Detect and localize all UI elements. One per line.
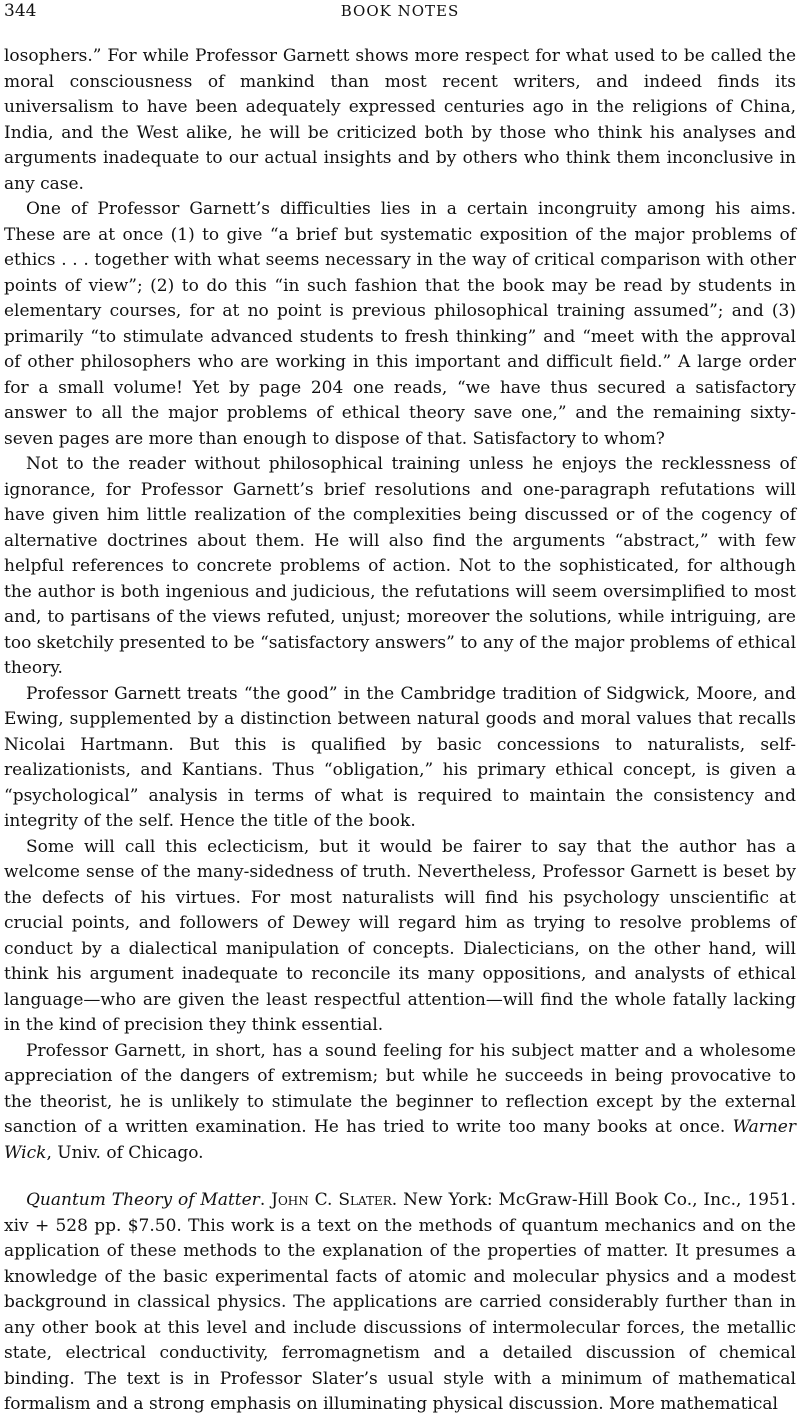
review-paragraph-text: Professor Garnett, in short, has a sound feeling for his subject matter and a wholesome appreciation of the dangers of extremism; but while he succeeds in being provocative to the theorist, he is unlikely to stimulate the beginner to reflection except by the external sanction of a written examination. He has tried to write too many books at once. [4,1040,796,1137]
book-title: Quantum Theory of Matter [26,1190,260,1210]
reviewer-affiliation: , Univ. of Chicago. [46,1142,204,1163]
review-paragraph: Some will call this eclecticism, but it would be fairer to say that the author has a welcome sense of the many-sidedness of truth. Nevertheless, Professor Garnett is beset by the defects of his virtues. For most naturalists will find his psychology unscientific at crucial points, and followers of Dewey will regard him as trying to resolve problems of conduct by a dialectical manipulation of concepts. Dialecticians, on the other hand, will think his argument inadequate to reconcile its many oppositions, and analysts of ethical language—who are given the least respectful attention—will find the whole fatally lacking in the kind of precision they think essential. [4,836,796,1035]
section-gap [4,1166,796,1188]
book-note-entry [4,1188,796,1418]
page-header [4,0,796,22]
book-note-body: . New York: McGraw-Hill Book Co., Inc., 1951. xiv + 528 pp. $7.50. This work is a text on the methods of quantum mechanics and on the application of these methods to the explanation of the properties of matter. It presumes a knowledge of the basic experimental facts of atomic and molecular physics and a modest background in classical physics. The applications are carried considerably further than in any other book at this level and include discussions of intermolecular forces, the metallic state, electrical conductivity, ferromagnetism and a detailed discussion of chemical binding. The text is in Professor Slater’s usual style with a minimum of mathematical formalism and a strong emphasis on illuminating physical discussion. More mathematical [4,1190,796,1414]
review-paragraph: One of Professor Garnett’s difficulties lies in a certain incongruity among his aims. These are at once (1) to give “a brief but systematic exposition of the major problems of ethics . . . together with what seems necessary in the way of critical comparison with other points of view”; (2) to do this “in such fashion that the book may be read by students in elementary courses, for at no point is previous philosophical training assumed”; and (3) primarily “to stimulate advanced students to fresh thinking” and “meet with the approval of other philosophers who are working in this important and difficult field.” A large order for a small volume! Yet by page 204 one reads, “we have thus secured a satisfactory answer to all the major problems of ethical theory save one,” and the remaining sixty-seven pages are more than enough to dispose of that. Satisfactory to whom? [4,199,796,449]
page-body [4,44,796,1418]
review-paragraph: Not to the reader without philosophical training unless he enjoys the recklessness of ignorance, for Professor Garnett’s brief resolutions and one-paragraph refutations will have given him little realization of the complexities being discussed or of the cogency of alternative doctrines about them. He will also find the arguments “abstract,” with few helpful references to concrete problems of action. Not to the sophisticated, for although the author is both ingenious and judicious, the refutations will seem oversimplified to most and, to partisans of the views refuted, unjust; moreover the solutions, while intriguing, are too sketchily presented to be “satisfactory answers” to any of the major problems of ethical theory. [4,454,796,678]
reviewer-name: Warner Wick [4,1117,796,1163]
review-paragraph-last [4,1039,796,1167]
review-paragraph: losophers.” For while Professor Garnett shows more respect for what used to be called the moral consciousness of mankind than most recent writers, and indeed finds its universalism to have been adequately expressed centuries ago in the religions of China, India, and the West alike, he will be criticized both by those who think his analyses and arguments inadequate to our actual insights and by others who think them inconclusive in any case. [4,46,796,194]
book-author: John C. Slater [271,1190,392,1210]
title-separator: . [259,1190,272,1210]
running-head: BOOK NOTES [340,2,460,20]
page-number: 344 [4,1,37,21]
review-paragraph: Professor Garnett treats “the good” in the Cambridge tradition of Sidgwick, Moore, and Ewing, supplemented by a distinction between natural goods and moral values that recalls Nicolai Hartmann. But this is qualified by basic concessions to naturalists, self-realizationists, and Kantians. Thus “obligation,” his primary ethical concept, is given a “psychological” analysis in terms of what is required to maintain the consistency and integrity of the self. Hence the title of the book. [4,683,796,831]
